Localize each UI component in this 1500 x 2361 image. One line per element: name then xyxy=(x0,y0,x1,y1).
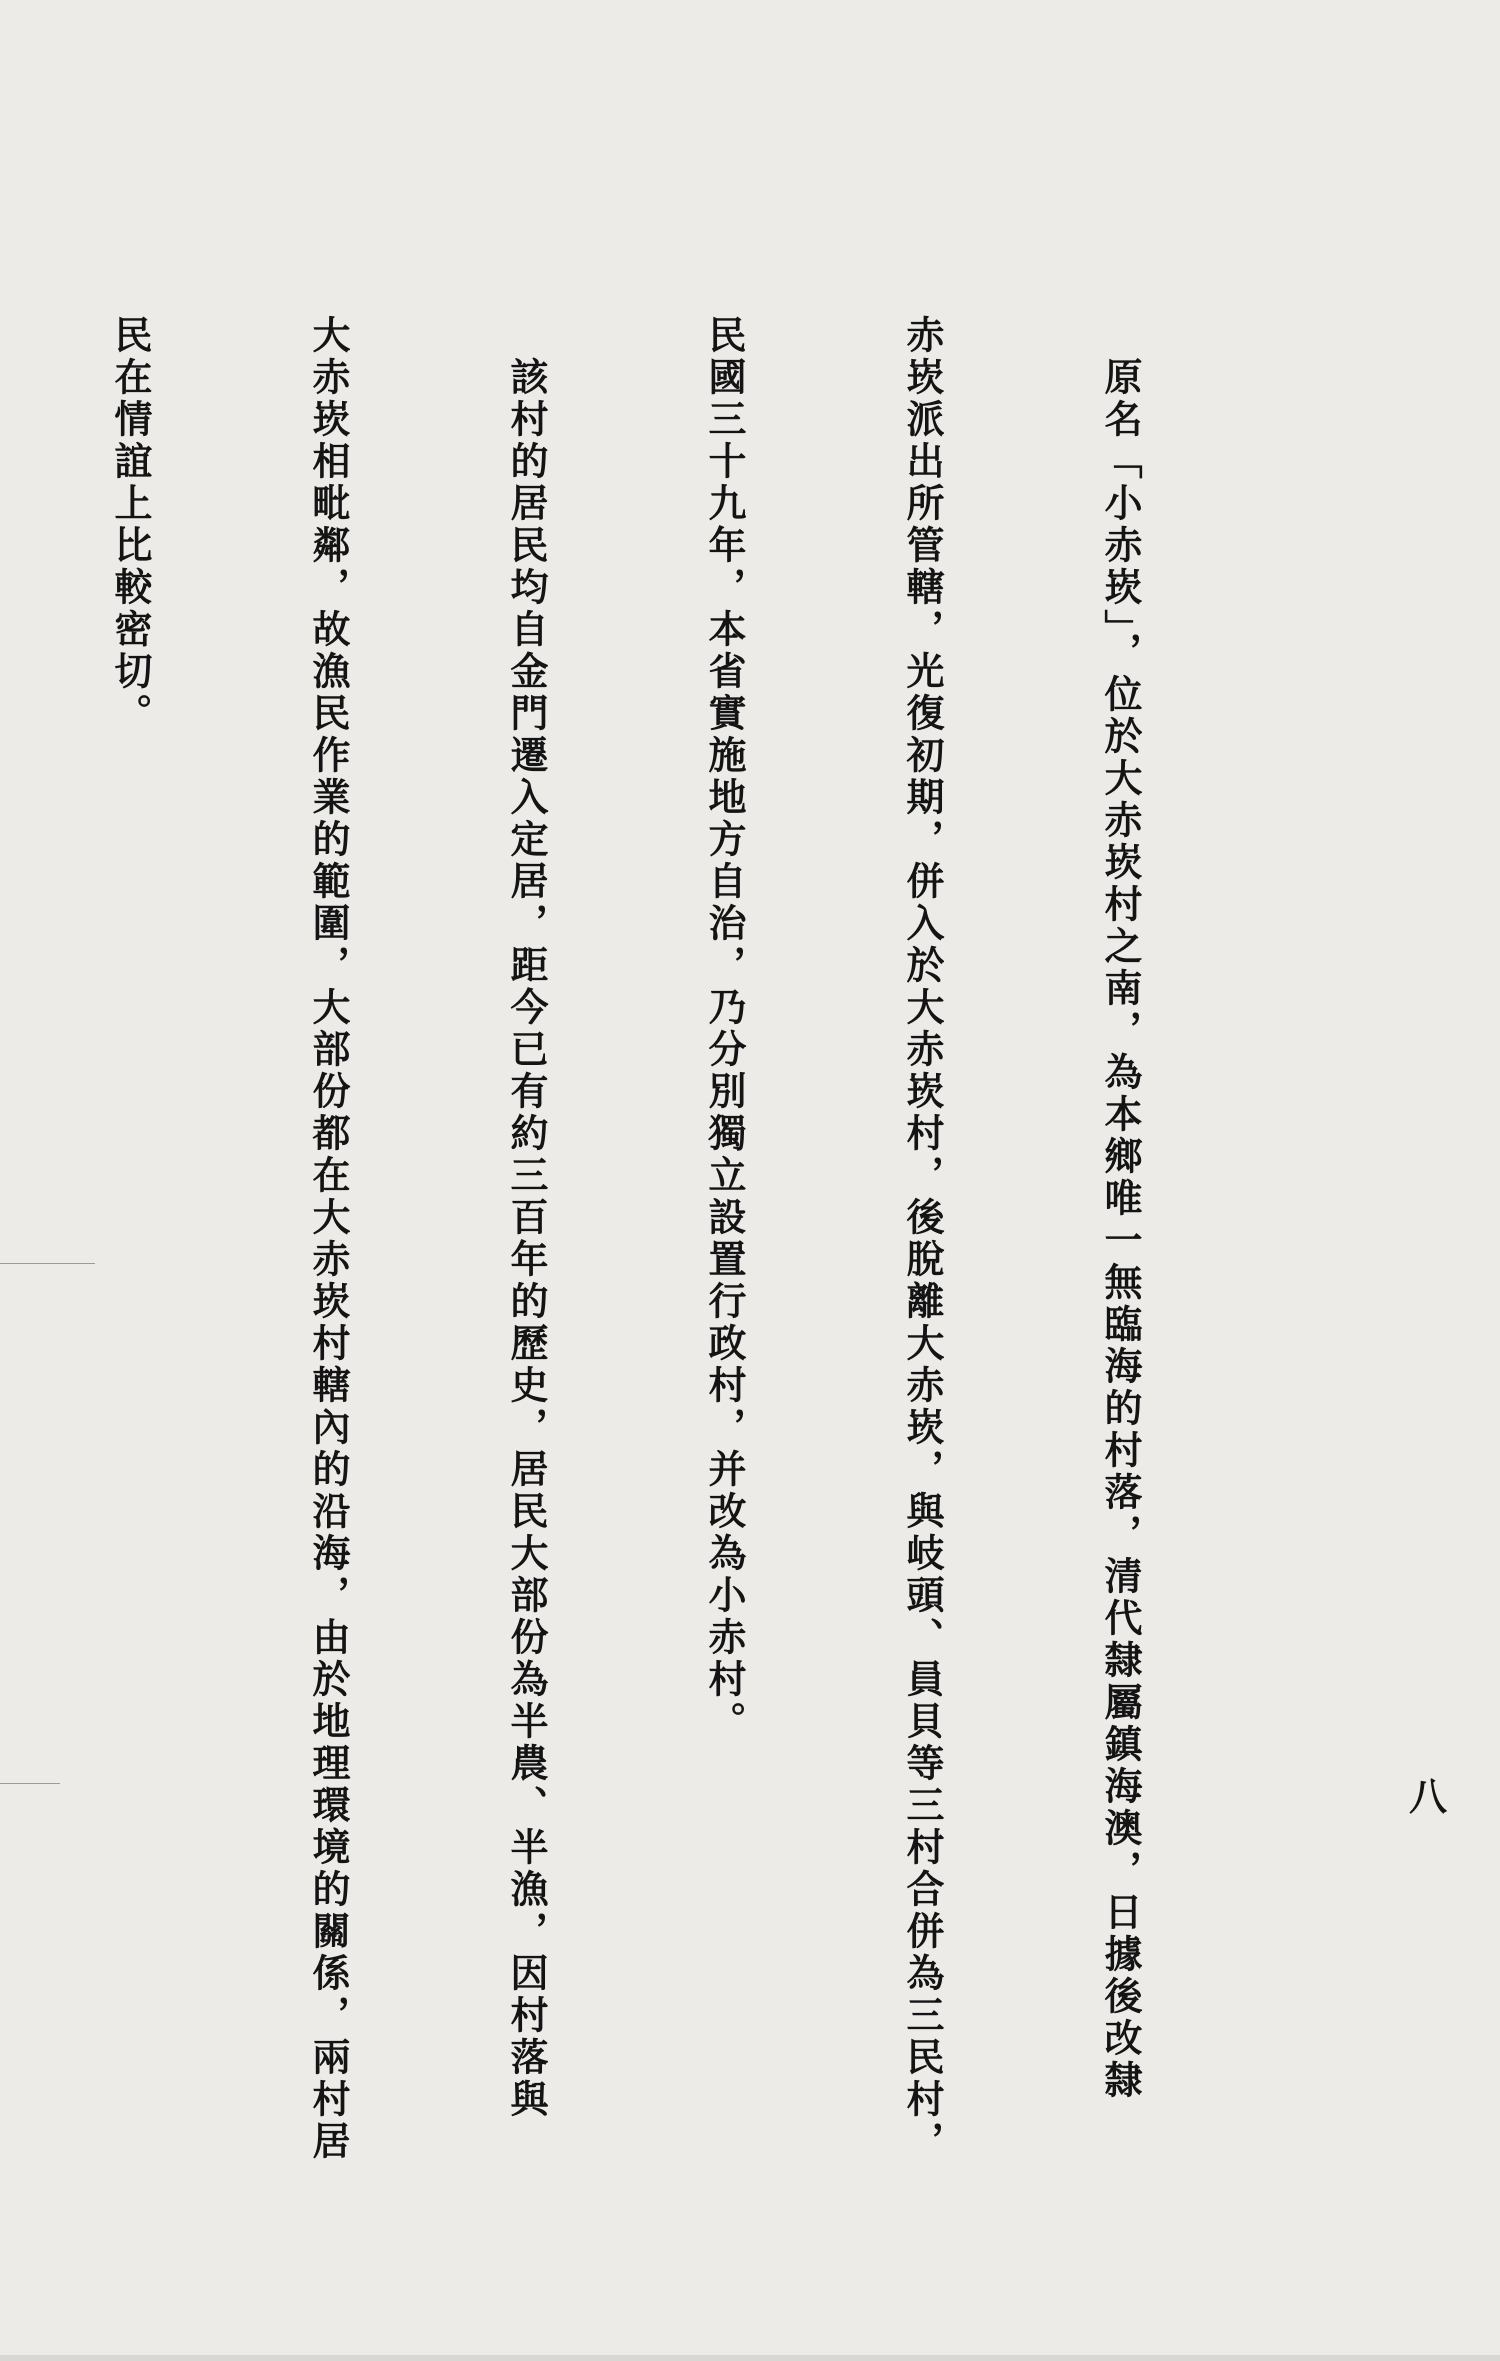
scan-bleed-mark xyxy=(0,1263,95,1264)
text-column: 大赤崁相毗鄰，故漁民作業的範圍，大部份都在大赤崁村轄內的沿海，由於地理環境的關係，兩村居 xyxy=(306,315,351,2163)
text-column: 該村的居民均自金門遷入定居，距今已有約三百年的歷史，居民大部份為半農、半漁，因村落與 xyxy=(504,315,549,2121)
page-bottom-edge xyxy=(0,2355,1500,2361)
text-column: 赤崁派出所管轄，光復初期，併入於大赤崁村，後脫離大赤崁，與岐頭、員貝等三村合併為三民村， xyxy=(900,315,945,2163)
scan-bleed-mark xyxy=(0,1783,60,1784)
vertical-text-body xyxy=(0,315,1285,2295)
text-column: 民在情誼上比較密切。 xyxy=(108,315,153,735)
text-column: 原名「小赤崁」，位於大赤崁村之南，為本鄉唯一無臨海的村落，清代隸屬鎮海澳，日據後改隸 xyxy=(1098,315,1143,2102)
text-column: 民國三十九年，本省實施地方自治，乃分別獨立設置行政村，并改為小赤村。 xyxy=(702,315,747,1743)
page-number: 八 xyxy=(1409,1774,1448,1819)
